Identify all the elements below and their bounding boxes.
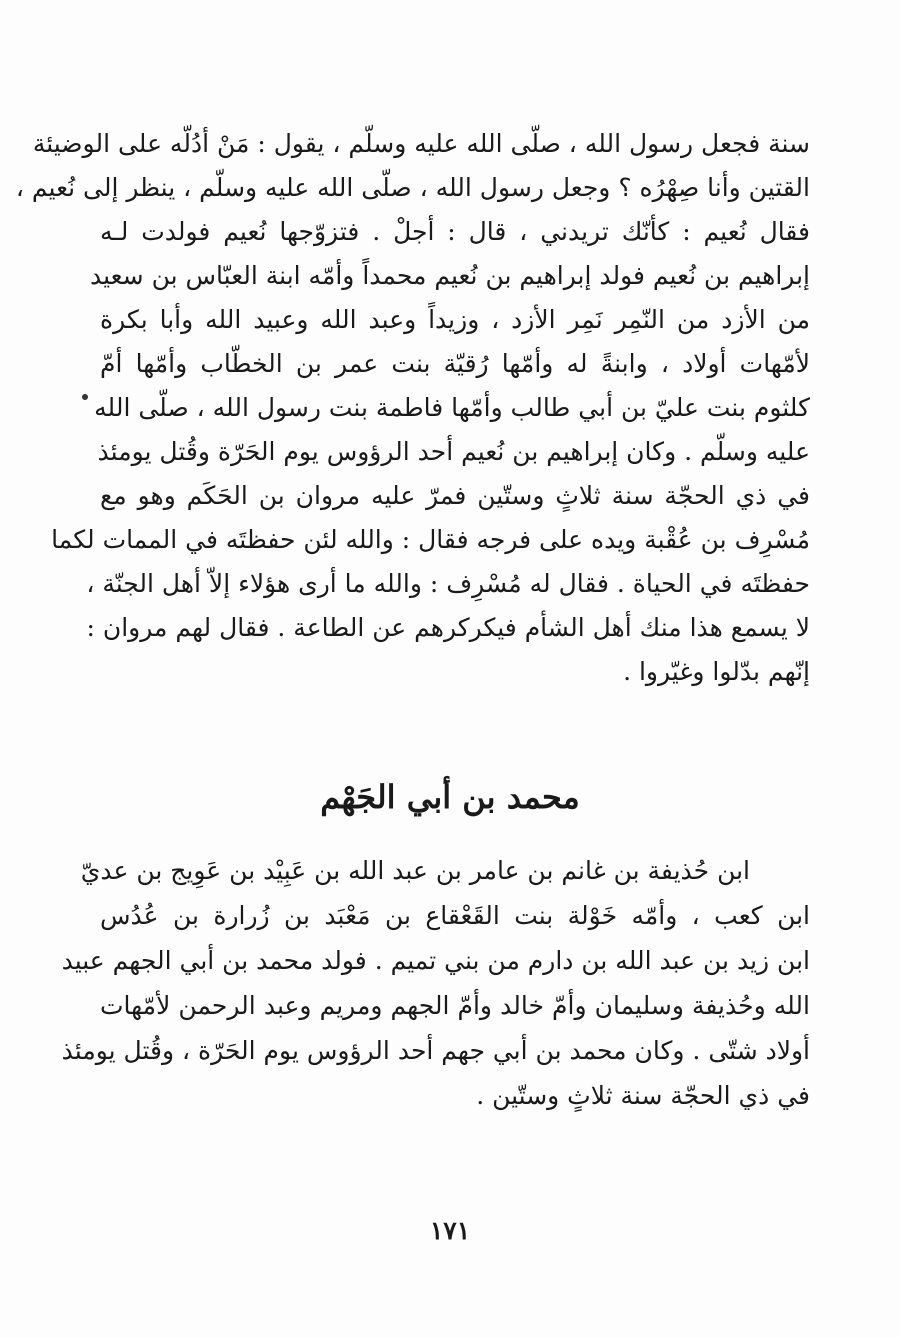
- text-line: لا يسمع هذا منك أهل الشأم فيكركرهم عن الطاعة . فقال لهم مروان :: [86, 613, 810, 642]
- text-line: أولاد شتّى . وكان محمد بن أبي جهم أحد الرؤوس يوم الحَرّة ، وقُتل يومئذ: [61, 1036, 810, 1065]
- text-line: الله وحُذيفة وسليمان وأمّ خالد وأمّ الجهم ومريم وعبد الرحمن لأمّهات: [100, 991, 810, 1020]
- text-line: من الأزد من النّمِر نَمِر الأزد ، وزيداً وعبد الله وعبيد الله وأبا بكرة: [100, 305, 810, 334]
- text-line: ابن كعب ، وأمّه خَوْلة بنت القَعْقاع بن مَعْبَد بن زُرارة بن عُدُس: [100, 901, 810, 930]
- text-line: في ذي الحجّة سنة ثلاثٍ وستّين .: [476, 1081, 810, 1110]
- text-line: القتين وأنا صِهْرُه ؟ وجعل رسول الله ، صلّى الله عليه وسلّم ، ينظر إلى نُعيم ،: [15, 173, 810, 202]
- text-line: عليه وسلّم . وكان إبراهيم بن نُعيم أحد الرؤوس يوم الحَرّة وقُتل يومئذ: [97, 437, 810, 466]
- text-line: ابن زيد بن عبد الله بن دارم من بني تميم . فولد محمد بن أبي الجهم عبيد: [61, 946, 810, 975]
- text-line: فقال نُعيم : كأنّك تريدني ، قال : أجلْ . فتزوّجها نُعيم فولدت لـه: [100, 217, 810, 246]
- text-line: في ذي الحجّة سنة ثلاثٍ وستّين فمرّ عليه مروان بن الحَكَم وهو مع: [100, 481, 810, 510]
- text-line: مُسْرِف بن عُقْبة ويده على فرجه فقال : والله لئن حفظتَه في الممات لكما: [51, 525, 810, 554]
- paragraph-second: [61, 848, 810, 1118]
- text-line: إنّهم بدّلوا وغيّروا .: [623, 657, 810, 686]
- text-line: كلثوم بنت عليّ بن أبي طالب وأمّها فاطمة بنت رسول الله ، صلّى الله: [94, 393, 810, 422]
- section-heading: محمد بن أبي الجَهْم: [320, 778, 580, 816]
- text-line: ابن حُذيفة بن غانم بن عامر بن عبد الله بن عَبِيْد بن عَوِيج بن عديّ: [80, 856, 750, 885]
- text-line: لأمّهات أولاد ، وابنةً له وأمّها رُقيّة بنت عمر بن الخطّاب وأمّها أمّ: [100, 349, 810, 378]
- margin-mark: [82, 394, 88, 400]
- text-line: سنة فجعل رسول الله ، صلّى الله عليه وسلّم ، يقول : مَنْ أدُلّه على الوضيئة: [32, 129, 810, 158]
- text-line: حفظتَه في الحياة . فقال له مُسْرِف : والله ما أرى هؤلاء إلاّ أهل الجنّة ،: [86, 569, 810, 598]
- text-line: إبراهيم بن نُعيم فولد إبراهيم بن نُعيم محمداً وأمّه ابنة العبّاس بن سعيد: [89, 261, 810, 290]
- page-number: ١٧١: [429, 1216, 471, 1245]
- paragraph-first: [15, 122, 810, 694]
